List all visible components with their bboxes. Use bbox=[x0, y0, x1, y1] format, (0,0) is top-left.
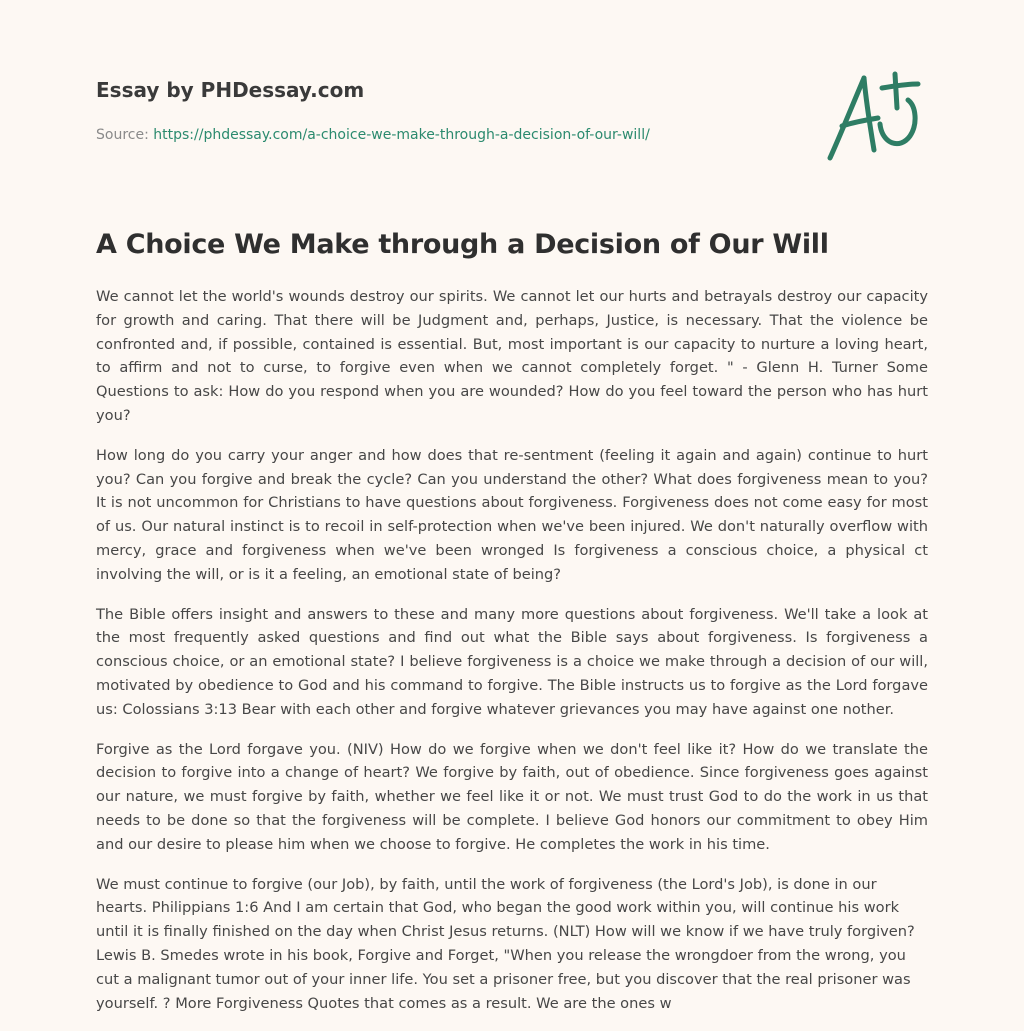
paragraph: We cannot let the world's wounds destroy our spirits. We cannot let our hurts and betrayals destroy our capacity for growth and caring. That there will be Judgment and, perhaps, Justice, is necessary. That the violence be confronted and, if possible, contained is essential. But, most important is our capacity to nurture a loving heart, to affirm and not to curse, to forgive even when we cannot completely forget. " - Glenn H. Turner Some Questions to ask: How do you respond when you are wounded? How do you feel toward the person who has hurt you? bbox=[96, 288, 928, 424]
essay-body bbox=[96, 285, 928, 1031]
paragraph: How long do you carry your anger and how does that re-sentment (feeling it again and again) continue to hurt you? Can you forgive and break the cycle? Can you understand the other? What does forgiveness mean to you? It is not uncommon for Christians to have questions about forgiveness. Forgiveness does not come easy for most of us. Our natural instinct is to recoil in self-protection when we've been injured. We don't naturally overflow with mercy, grace and forgiveness when we've been wronged Is forgiveness a conscious choice, a physical ct involving the will, or is it a feeling, an emotional state of being? bbox=[96, 446, 928, 583]
paragraph: We must continue to forgive (our Job), by faith, until the work of forgiveness (the Lord's Job), is done in our hearts. Philippians 1:6 And I am certain that God, who began the good work within you, will continue his work until it is finally finished on the day when Christ Jesus returns. (NLT) How will we know if we have truly forgiven? Lewis B. Smedes wrote in his book, Forgive and Forget, "When you release the wrongdoer from the wrong, you cut a malignant tumor out of your inner life. You set a prisoner free, but you discover that the real prisoner was yourself. ? More Forgiveness Quotes that comes as a result. We are the ones w bbox=[96, 875, 915, 1012]
essay-header bbox=[96, 76, 796, 144]
paragraph: Forgive as the Lord forgave you. (NIV) How do we forgive when we don't feel like it? How do we translate the decision to forgive into a change of heart? We forgive by faith, out of obedience. Since forgiveness goes against our nature, we must forgive by faith, whether we feel like it or not. We must trust God to do the work in us that needs to be done so that the forgiveness will be complete. I believe God honors our commitment to obey Him and our desire to please him when we choose to forgive. He completes the work in his time. bbox=[96, 740, 928, 853]
source-line bbox=[96, 126, 796, 144]
essay-title: A Choice We Make through a Decision of Our Will bbox=[96, 229, 829, 260]
source-label: Source: bbox=[96, 127, 154, 143]
a-plus-grade-icon bbox=[820, 66, 930, 166]
brand-title: Essay by PHDessay.com bbox=[96, 78, 365, 102]
source-link[interactable]: https://phdessay.com/a-choice-we-make-through-a-decision-of-our-will/ bbox=[153, 127, 650, 143]
paragraph: The Bible offers insight and answers to these and many more questions about forgiveness. We'll take a look at the most frequently asked questions and find out what the Bible says about forgiveness. Is forgiveness a conscious choice, or an emotional state? I believe forgiveness is a choice we make through a decision of our will, motivated by obedience to God and his command to forgive. The Bible instructs us to forgive as the Lord forgave us: Colossians 3:13 Bear with each other and forgive whatever grievances you may have against one nother. bbox=[96, 605, 928, 718]
